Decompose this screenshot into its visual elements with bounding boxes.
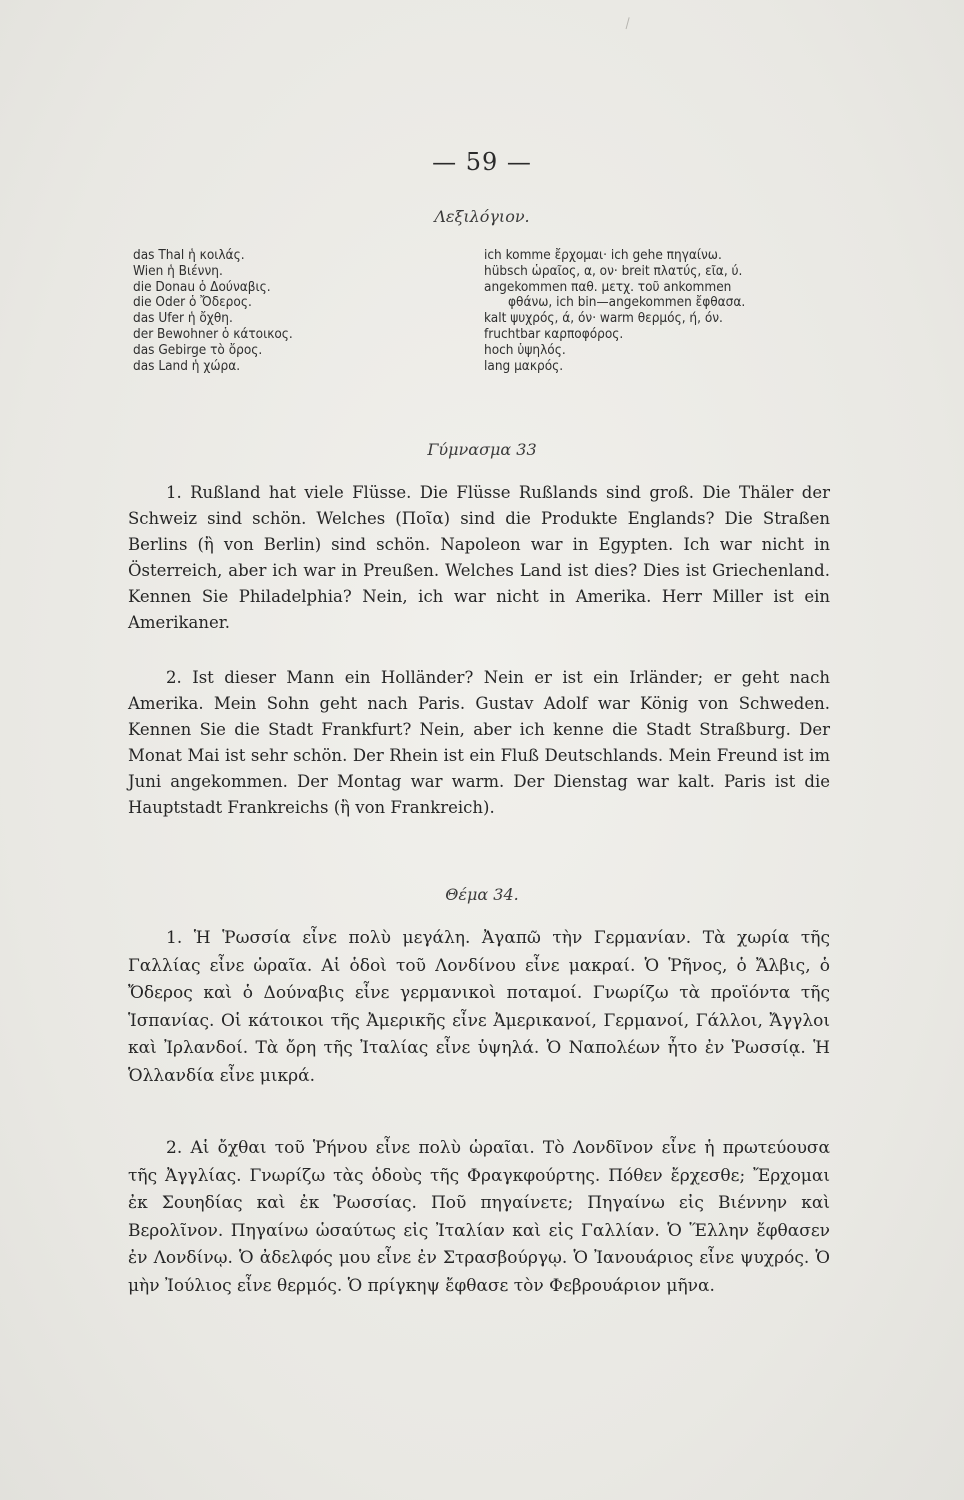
exercise-paragraph-2 (128, 665, 830, 821)
vocabulary-left-column (133, 248, 293, 374)
vocab-entry: der Bewohner ὁ κάτοικος. (133, 325, 293, 342)
exercise-paragraph-1 (128, 480, 830, 636)
theme-paragraph-1 (128, 925, 830, 1090)
paragraph-number: 2. (166, 668, 182, 687)
paragraph-text: Ἡ Ῥωσσία εἶνε πολὺ μεγάλη. Ἀγαπῶ τὴν Γερμανίαν. Τὰ χωρία τῆς Γαλλίας εἶνε ὡραῖα. Αἱ ὁδοὶ τοῦ Λονδίνου εἶνε μακραί. Ὁ Ῥῆνος, ὁ Ἄλβις, ὁ Ὄδερος καὶ ὁ Δούναβις εἶνε γερμανικοὶ ποταμοί. Γνωρίζω τὰ προϊόντα τῆς Ἱσπανίας. Οἱ κάτοικοι τῆς Ἀμερικῆς εἶνε Ἀμερικανοί, Γερμανοί, Γάλλοι, Ἄγγλοι καὶ Ἰρλανδοί. Τὰ ὄρη τῆς Ἰταλίας εἶνε ὑψηλά. Ὁ Ναπολέων ἦτο ἐν Ῥωσσίᾳ. Ἡ Ὁλλανδία εἶνε μικρά. (128, 928, 830, 1086)
vocab-entry: hoch ὑψηλός. (484, 341, 566, 358)
paragraph-text: Αἱ ὄχθαι τοῦ Ῥήνου εἶνε πολὺ ὡραῖαι. Τὸ Λονδῖνον εἶνε ἡ πρωτεύουσα τῆς Ἀγγλίας. Γνωρίζω τὰς ὁδοὺς τῆς Φραγκφούρτης. Πόθεν ἔρχεσθε; Ἔρχομαι ἐκ Σουηδίας καὶ ἐκ Ῥωσσίας. Ποῦ πηγαίνετε; Πηγαίνω εἰς Βιέννην καὶ Βερολῖνον. Πηγαίνω ὡσαύτως εἰς Ἰταλίαν καὶ εἰς Γαλλίαν. Ὁ Ἕλλην ἔφθασεν ἐν Λονδίνῳ. Ὁ ἀδελφός μου εἶνε ἐν Στρασβούργῳ. Ὁ Ἰανουάριος εἶνε ψυχρός. Ὁ μὴν Ἰούλιος εἶνε θερμός. Ὁ πρίγκηψ ἔφθασε τὸν Φεβρουάριον μῆνα. (128, 1138, 831, 1296)
vocab-entry: φθάνω, ich bin—angekommen ἔφθασα. (508, 294, 746, 311)
vocab-entry: fruchtbar καρποφόρος. (484, 325, 624, 342)
paragraph-text: Ist dieser Mann ein Holländer? Nein er ist ein Irländer; er geht nach Amerika. Mein Sohn geht nach Paris. Gustav Adolf war König von Schweden. Kennen Sie die Stadt Frankfurt? Nein, aber ich kenne die Stadt Straßburg. Der Monat Mai ist sehr schön. Der Rhein ist ein Fluß Deutschlands. Mein Freund ist im Juni angekommen. Der Montag war warm. Der Dienstag war kalt. Paris ist die Hauptstadt Frankreichs (ἢ von Frankreich). (128, 668, 831, 817)
page-number: — 59 — (432, 148, 532, 176)
paragraph-number: 1. (166, 483, 182, 502)
vocab-entry: das Thal ἡ κοιλάς. (133, 247, 245, 263)
vocab-entry: die Donau ὁ Δούναβις. (133, 278, 271, 295)
vocab-entry: hübsch ὡραῖος, α, ον· breit πλατύς, εῖα, ύ. (484, 262, 743, 279)
vocab-entry: das Ufer ἡ ὄχθη. (133, 310, 233, 327)
vocabulary-heading: Λεξιλόγιον. (434, 207, 530, 226)
vocab-entry: angekommen παθ. μετχ. τοῦ ankommen (484, 278, 732, 295)
paragraph-number: 1. (166, 928, 183, 948)
paragraph-text: Rußland hat viele Flüsse. Die Flüsse Rußlands sind groß. Die Thäler der Schweiz sind schön. Welches (Ποῖα) sind die Produkte Englands? Die Straßen Berlins (ἢ von Berlin) sind schön. Napoleon war in Egypten. Ich war nicht in Österreich, aber ich war in Preußen. Welches Land ist dies? Dies ist Griechenland. Kennen Sie Philadelphia? Nein, ich war nicht in Amerika. Herr Miller ist ein Amerikaner. (128, 483, 830, 632)
vocab-entry: ich komme ἔρχομαι· ich gehe πηγαίνω. (484, 247, 722, 263)
theme-heading: Θέμα 34. (445, 885, 519, 904)
exercise-heading: Γύμνασμα 33 (427, 440, 537, 459)
vocab-entry: das Gebirge τὸ ὄρος. (133, 341, 263, 358)
theme-paragraph-2 (128, 1135, 830, 1300)
vocab-entry: das Land ἡ χώρα. (133, 357, 241, 374)
vocab-entry: die Oder ὁ Ὄδερος. (133, 294, 252, 311)
vocab-entry: Wien ἡ Βιέννη. (133, 262, 223, 279)
scan-mark (626, 17, 636, 30)
vocab-entry: kalt ψυχρός, ά, όν· warm θερμός, ή, όν. (484, 310, 723, 327)
vocab-entry: lang μακρός. (484, 357, 564, 374)
paragraph-number: 2. (166, 1138, 183, 1158)
vocabulary-right-column (484, 248, 745, 374)
